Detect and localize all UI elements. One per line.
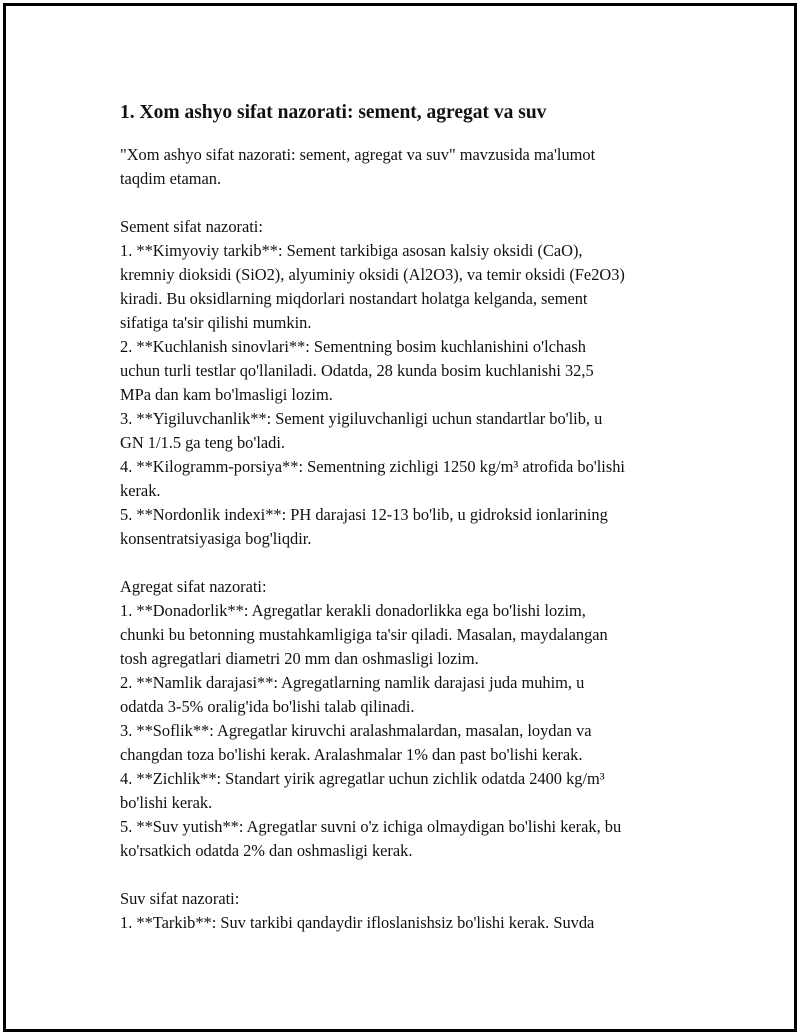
section-heading-suv: Suv sifat nazorati: <box>120 889 240 908</box>
document-body <box>120 143 720 935</box>
blank-line <box>120 191 720 215</box>
text-line: konsentratsiyasiga bog'liqdir. <box>120 529 312 548</box>
text-line: 5. **Nordonlik indexi**: PH darajasi 12-13 bo'lib, u gidroksid ionlarining <box>120 505 608 524</box>
section-heading-agregat: Agregat sifat nazorati: <box>120 577 267 596</box>
text-line: tosh agregatlari diametri 20 mm dan oshmasligi lozim. <box>120 649 479 668</box>
text-line: odatda 3-5% oralig'ida bo'lishi talab qilinadi. <box>120 697 415 716</box>
page-frame <box>3 3 797 1032</box>
text-line: 2. **Kuchlanish sinovlari**: Sementning bosim kuchlanishini o'lchash <box>120 337 586 356</box>
document-content <box>120 101 720 935</box>
text-line: kiradi. Bu oksidlarning miqdorlari nostandart holatga kelganda, sement <box>120 289 588 308</box>
text-line: ko'rsatkich odatda 2% dan oshmasligi kerak. <box>120 841 413 860</box>
text-line: changdan toza bo'lishi kerak. Aralashmalar 1% dan past bo'lishi kerak. <box>120 745 583 764</box>
text-line: chunki bu betonning mustahkamligiga ta'sir qiladi. Masalan, maydalangan <box>120 625 608 644</box>
text-line: 2. **Namlik darajasi**: Agregatlarning namlik darajasi juda muhim, u <box>120 673 585 692</box>
text-line: kremniy dioksidi (SiO2), alyuminiy oksidi (Al2O3), va temir oksidi (Fe2O3) <box>120 265 625 284</box>
text-line: sifatiga ta'sir qilishi mumkin. <box>120 313 312 332</box>
text-line: taqdim etaman. <box>120 169 222 188</box>
document-title: 1. Xom ashyo sifat nazorati: sement, agregat va suv <box>120 102 547 123</box>
blank-line <box>120 551 720 575</box>
text-line: kerak. <box>120 481 161 500</box>
text-line: MPa dan kam bo'lmasligi lozim. <box>120 385 333 404</box>
text-line: "Xom ashyo sifat nazorati: sement, agregat va suv" mavzusida ma'lumot <box>120 145 596 164</box>
blank-line <box>120 863 720 887</box>
text-line: 5. **Suv yutish**: Agregatlar suvni o'z ichiga olmaydigan bo'lishi kerak, bu <box>120 817 622 836</box>
text-line: 3. **Soflik**: Agregatlar kiruvchi aralashmalardan, masalan, loydan va <box>120 721 592 740</box>
text-line: 3. **Yigiluvchanlik**: Sement yigiluvchanligi uchun standartlar bo'lib, u <box>120 409 603 428</box>
text-line: uchun turli testlar qo'llaniladi. Odatda, 28 kunda bosim kuchlanishi 32,5 <box>120 361 594 380</box>
text-line: bo'lishi kerak. <box>120 793 213 812</box>
text-line: 4. **Kilogramm-porsiya**: Sementning zichligi 1250 kg/m³ atrofida bo'lishi <box>120 457 625 476</box>
text-line: GN 1/1.5 ga teng bo'ladi. <box>120 433 286 452</box>
section-heading-sement: Sement sifat nazorati: <box>120 217 263 236</box>
text-line: 1. **Kimyoviy tarkib**: Sement tarkibiga asosan kalsiy oksidi (CaO), <box>120 241 583 260</box>
text-line: 1. **Donadorlik**: Agregatlar kerakli donadorlikka ega bo'lishi lozim, <box>120 601 586 620</box>
text-line: 4. **Zichlik**: Standart yirik agregatlar uchun zichlik odatda 2400 kg/m³ <box>120 769 605 788</box>
text-line: 1. **Tarkib**: Suv tarkibi qandaydir ifloslanishsiz bo'lishi kerak. Suvda <box>120 913 595 932</box>
